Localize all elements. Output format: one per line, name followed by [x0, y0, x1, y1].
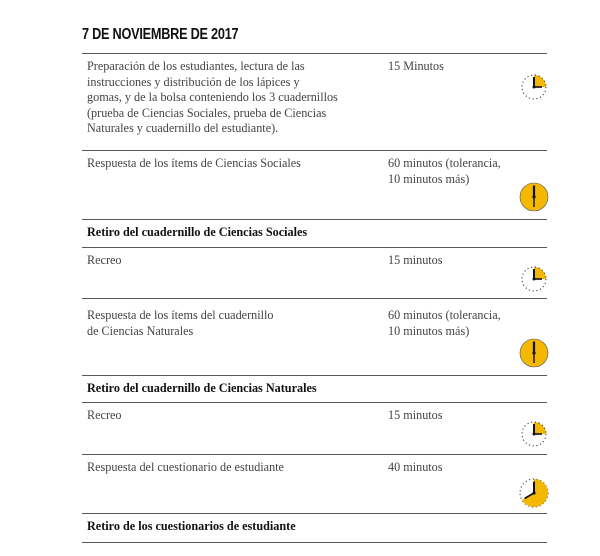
schedule-row-retiro-cuestionarios [82, 514, 547, 542]
duration-text: 60 minutos (tolerancia, 10 minutos más) [388, 308, 501, 338]
duration-text: 40 minutos [388, 460, 443, 474]
clock-60-icon [518, 181, 550, 213]
clock-15-icon [519, 419, 549, 449]
clock-15-icon [519, 264, 549, 294]
duration-text: 15 minutos [388, 408, 443, 422]
schedule-row-recreo-2 [82, 403, 547, 454]
clock-60-icon [518, 337, 550, 369]
activity-text: Recreo [87, 253, 122, 267]
schedule-row-retiro-naturales [82, 376, 547, 402]
activity-text: Respuesta de los ítems del cuadernillo de Ciencias Naturales [87, 308, 274, 338]
activity-text: Respuesta del cuestionario de estudiante [87, 460, 284, 474]
schedule-row-recreo [82, 248, 547, 298]
activity-text: Respuesta de los ítems de Ciencias Sociales [87, 156, 301, 170]
clock-40-icon [518, 477, 550, 509]
duration-text: 15 minutos [388, 253, 443, 267]
schedule-row-preparacion [82, 54, 547, 150]
duration-text: 60 minutos (tolerancia, 10 minutos más) [388, 156, 501, 186]
schedule-row-retiro-sociales [82, 220, 547, 247]
activity-text: Retiro del cuadernillo de Ciencias Naturales [87, 381, 317, 395]
duration-text: 15 Minutos [388, 59, 444, 73]
schedule-row-ciencias-naturales [82, 299, 547, 375]
activity-text: Preparación de los estudiantes, lectura de las instrucciones y distribución de los lápices y gomas, y de la bolsa conteniendo los 3 cuadernillos (prueba de Ciencias Sociales, prueba de Ciencias Naturales y cuadernillo del estudiante). [87, 59, 338, 136]
activity-text: Retiro de los cuestionarios de estudiante [87, 519, 296, 533]
table-divider [82, 542, 547, 543]
schedule-row-ciencias-sociales [82, 151, 547, 219]
activity-text: Retiro del cuadernillo de Ciencias Sociales [87, 225, 308, 239]
activity-text: Recreo [87, 408, 122, 422]
clock-15-icon [519, 72, 549, 102]
schedule-row-cuestionario [82, 455, 547, 513]
page-title: 7 DE NOVIEMBRE DE 2017 [82, 26, 239, 43]
